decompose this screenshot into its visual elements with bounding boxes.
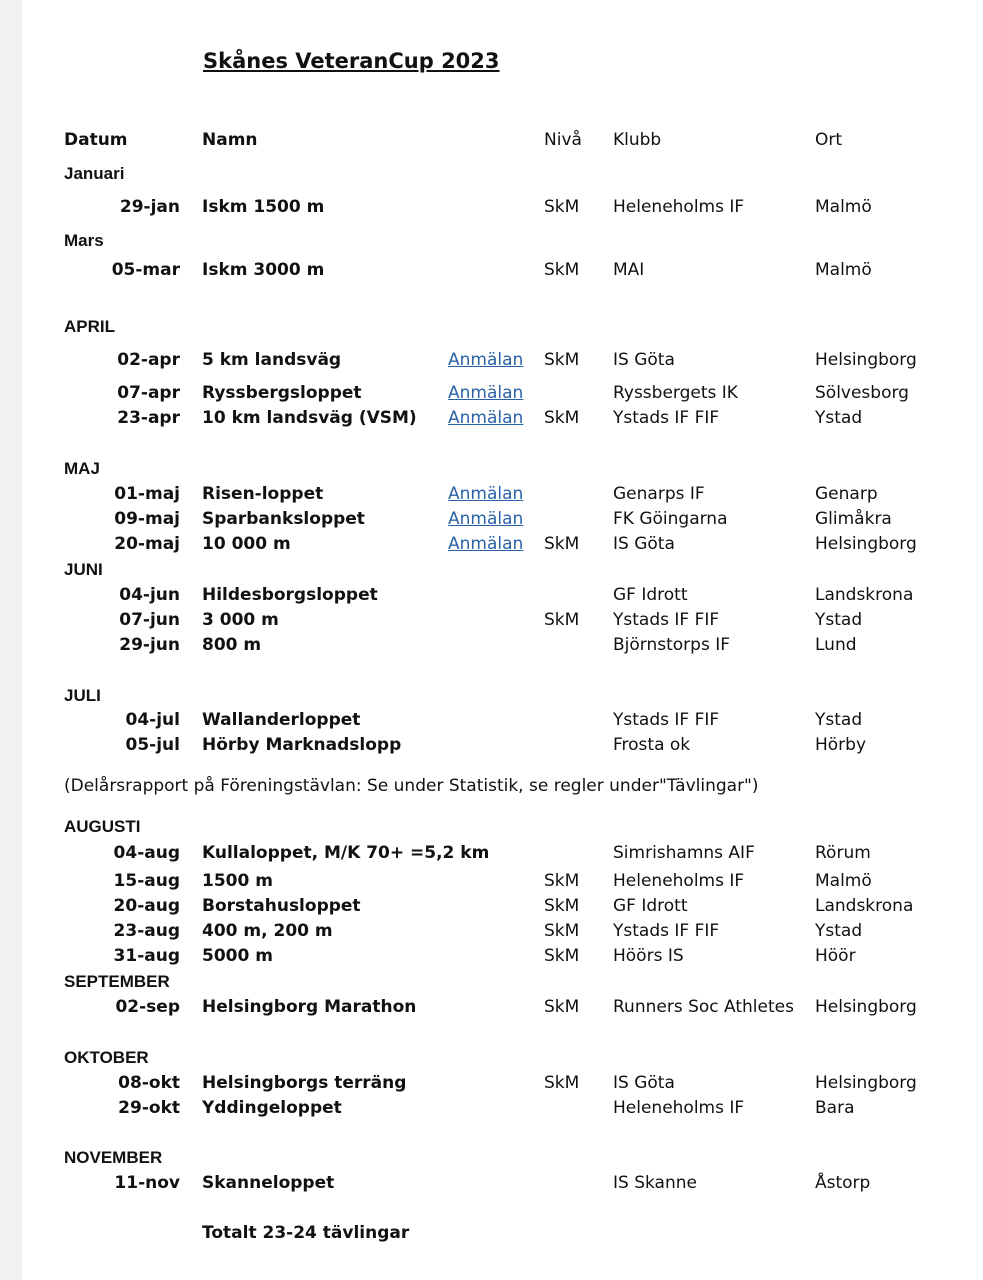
event-club: Björnstorps IF [613, 635, 731, 655]
event-place: Bara [815, 1098, 855, 1118]
event-place: Malmö [815, 871, 872, 891]
event-club: Heleneholms IF [613, 1098, 745, 1118]
event-date: 29-jan [119, 197, 180, 217]
document-title: Skånes VeteranCup 2023 [203, 49, 500, 73]
event-date: 01-maj [114, 484, 180, 504]
event-level: SkM [544, 896, 580, 916]
event-place: Rörum [815, 843, 871, 863]
event-place: Åstorp [815, 1173, 871, 1193]
event-place: Helsingborg [815, 1073, 917, 1093]
registration-link[interactable]: Anmälan [448, 350, 524, 370]
event-date: 20-aug [113, 896, 180, 916]
month-oktober: OKTOBER [64, 1048, 149, 1067]
event-level: SkM [544, 871, 580, 891]
event-club: FK Göingarna [613, 509, 728, 529]
event-place: Hörby [815, 735, 867, 755]
event-name: Hildesborgsloppet [202, 585, 378, 605]
registration-link[interactable]: Anmälan [448, 509, 524, 529]
event-date: 07-apr [117, 383, 180, 403]
event-name: 400 m, 200 m [202, 921, 333, 941]
event-club: Heleneholms IF [613, 871, 745, 891]
event-club: Ystads IF FIF [613, 921, 720, 941]
event-place: Sölvesborg [815, 383, 909, 403]
event-club: Simrishamns AIF [613, 843, 755, 863]
event-level: SkM [544, 260, 580, 280]
month-januari: Januari [64, 164, 125, 183]
event-date: 29-okt [118, 1098, 180, 1118]
event-level: SkM [544, 997, 580, 1017]
event-place: Malmö [815, 260, 872, 280]
event-name: Sparbanksloppet [202, 509, 365, 529]
registration-link[interactable]: Anmälan [448, 408, 524, 428]
event-date: 02-apr [117, 350, 180, 370]
event-date: 05-mar [111, 260, 180, 280]
total-count: Totalt 23-24 tävlingar [202, 1223, 410, 1243]
event-date: 11-nov [114, 1173, 180, 1193]
event-club: Runners Soc Athletes [613, 997, 794, 1017]
event-club: Ystads IF FIF [613, 408, 720, 428]
event-club: Höörs IS [613, 946, 684, 966]
event-date: 02-sep [115, 997, 180, 1017]
event-place: Ystad [815, 921, 863, 941]
registration-link[interactable]: Anmälan [448, 383, 524, 403]
event-place: Helsingborg [815, 997, 917, 1017]
event-name: Helsingborgs terräng [202, 1073, 407, 1093]
event-place: Malmö [815, 197, 872, 217]
header-namn: Namn [202, 130, 258, 150]
event-name: 1500 m [202, 871, 273, 891]
event-name: Yddingeloppet [202, 1098, 342, 1118]
event-place: Genarp [815, 484, 878, 504]
event-name: Skanneloppet [202, 1173, 335, 1193]
header-klubb: Klubb [613, 130, 662, 150]
event-level: SkM [544, 534, 580, 554]
document-page [22, 0, 983, 1280]
registration-link[interactable]: Anmälan [448, 534, 524, 554]
event-date: 29-jun [119, 635, 180, 655]
event-name: 10 km landsväg (VSM) [202, 408, 417, 428]
event-place: Helsingborg [815, 350, 917, 370]
month-november: NOVEMBER [64, 1148, 163, 1167]
event-level: SkM [544, 946, 580, 966]
event-name: Iskm 1500 m [202, 197, 325, 217]
month-maj: MAJ [64, 459, 100, 478]
month-juni: JUNI [64, 560, 103, 579]
event-club: IS Göta [613, 1073, 675, 1093]
event-club: IS Göta [613, 534, 675, 554]
event-club: GF Idrott [613, 585, 688, 605]
event-date: 08-okt [118, 1073, 180, 1093]
header-datum: Datum [64, 130, 128, 150]
event-name: 3 000 m [202, 610, 279, 630]
event-name: Hörby Marknadslopp [202, 735, 402, 755]
event-date: 07-jun [119, 610, 180, 630]
event-date: 05-jul [125, 735, 180, 755]
event-name: Kullaloppet, M/K 70+ =5,2 km [202, 843, 490, 863]
event-club: Genarps IF [613, 484, 705, 504]
event-name: 5 km landsväg [202, 350, 342, 370]
event-name: Helsingborg Marathon [202, 997, 417, 1017]
event-name: Wallanderloppet [202, 710, 361, 730]
event-date: 15-aug [113, 871, 180, 891]
event-place: Ystad [815, 610, 863, 630]
event-name: Borstahusloppet [202, 896, 361, 916]
event-date: 04-jul [125, 710, 180, 730]
event-name: 800 m [202, 635, 262, 655]
event-name: 5000 m [202, 946, 273, 966]
event-club: Heleneholms IF [613, 197, 745, 217]
event-club: MAI [613, 260, 645, 280]
event-club: GF Idrott [613, 896, 688, 916]
header-ort: Ort [815, 130, 843, 150]
month-juli: JULI [64, 686, 101, 705]
event-name: Iskm 3000 m [202, 260, 325, 280]
event-place: Glimåkra [815, 509, 892, 529]
event-place: Landskrona [815, 896, 914, 916]
event-place: Ystad [815, 408, 863, 428]
event-club: Ryssbergets IK [613, 383, 738, 403]
month-augusti: AUGUSTI [64, 817, 141, 836]
event-level: SkM [544, 350, 580, 370]
interim-report-note: (Delårsrapport på Föreningstävlan: Se under Statistik, se regler under"Tävlingar") [64, 776, 759, 796]
event-date: 20-maj [114, 534, 180, 554]
event-date: 04-aug [113, 843, 180, 863]
month-april: APRIL [64, 317, 115, 336]
event-level: SkM [544, 1073, 580, 1093]
event-date: 04-jun [119, 585, 180, 605]
event-club: Ystads IF FIF [613, 610, 720, 630]
month-september: SEPTEMBER [64, 972, 170, 991]
event-level: SkM [544, 921, 580, 941]
event-club: Frosta ok [613, 735, 691, 755]
event-place: Helsingborg [815, 534, 917, 554]
registration-link[interactable]: Anmälan [448, 484, 524, 504]
event-level: SkM [544, 408, 580, 428]
event-level: SkM [544, 197, 580, 217]
event-name: 10 000 m [202, 534, 291, 554]
event-club: IS Göta [613, 350, 675, 370]
event-name: Ryssbergsloppet [202, 383, 362, 403]
header-niva: Nivå [544, 130, 582, 150]
month-mars: Mars [64, 231, 104, 250]
event-date: 23-aug [113, 921, 180, 941]
event-date: 31-aug [113, 946, 180, 966]
event-place: Ystad [815, 710, 863, 730]
event-date: 23-apr [117, 408, 180, 428]
event-date: 09-maj [114, 509, 180, 529]
event-level: SkM [544, 610, 580, 630]
event-place: Landskrona [815, 585, 914, 605]
event-club: Ystads IF FIF [613, 710, 720, 730]
event-place: Höör [815, 946, 856, 966]
event-club: IS Skanne [613, 1173, 697, 1193]
event-place: Lund [815, 635, 857, 655]
event-name: Risen-loppet [202, 484, 324, 504]
